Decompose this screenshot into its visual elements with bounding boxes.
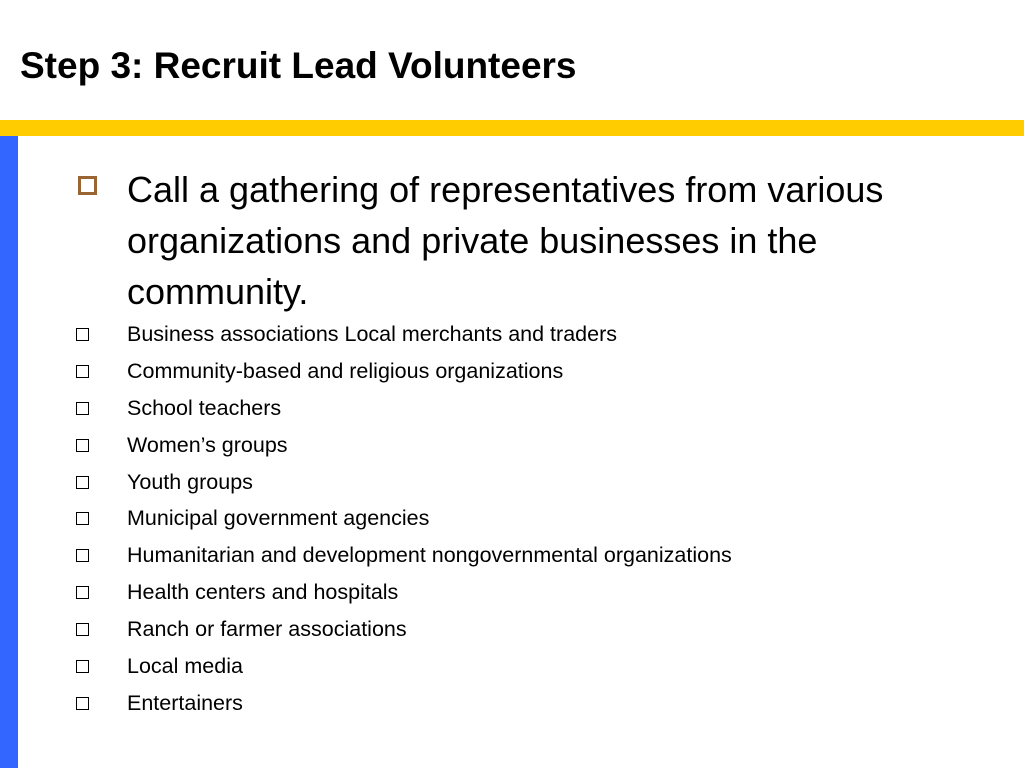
list-item-text: School teachers xyxy=(127,395,282,420)
list-item-text: Municipal government agencies xyxy=(127,506,430,531)
hollow-square-bullet-icon xyxy=(76,328,89,341)
list-item xyxy=(76,648,732,685)
hollow-square-bullet-icon xyxy=(76,365,89,378)
list-item xyxy=(76,574,732,611)
list-item-text: Humanitarian and development nongovernmental organizations xyxy=(127,543,732,568)
lead-bullet-item xyxy=(78,164,898,317)
list-item-text: Business associations Local merchants and traders xyxy=(127,322,617,346)
list-item-text: Entertainers xyxy=(127,690,243,715)
list-item-text: Women’s groups xyxy=(127,432,288,457)
hollow-square-bullet-icon xyxy=(76,512,89,525)
sub-bullet-list xyxy=(76,316,732,722)
hollow-square-bullet-icon xyxy=(78,176,97,195)
slide-title: Step 3: Recruit Lead Volunteers xyxy=(20,45,577,86)
list-item xyxy=(76,685,732,722)
list-item xyxy=(76,611,732,648)
list-item-text: Ranch or farmer associations xyxy=(127,617,407,642)
list-item xyxy=(76,427,732,464)
list-item-text: Community-based and religious organizations xyxy=(127,358,564,383)
hollow-square-bullet-icon xyxy=(76,439,89,452)
list-item xyxy=(76,353,732,390)
hollow-square-bullet-icon xyxy=(76,586,89,599)
hollow-square-bullet-icon xyxy=(76,476,89,489)
lead-bullet-text: Call a gathering of representatives from various organizations and private businesses in the community. xyxy=(127,169,884,312)
left-accent-bar xyxy=(0,136,18,768)
list-item xyxy=(76,390,732,427)
list-item-text: Local media xyxy=(127,654,243,679)
hollow-square-bullet-icon xyxy=(76,549,89,562)
list-item-text: Youth groups xyxy=(127,469,253,494)
list-item-text: Health centers and hospitals xyxy=(127,580,399,605)
list-item xyxy=(76,464,732,501)
list-item xyxy=(76,316,732,353)
hollow-square-bullet-icon xyxy=(76,402,89,415)
list-item xyxy=(76,500,732,537)
list-item xyxy=(76,537,732,574)
hollow-square-bullet-icon xyxy=(76,623,89,636)
hollow-square-bullet-icon xyxy=(76,660,89,673)
title-underline-bar xyxy=(0,120,1024,136)
hollow-square-bullet-icon xyxy=(76,697,89,710)
